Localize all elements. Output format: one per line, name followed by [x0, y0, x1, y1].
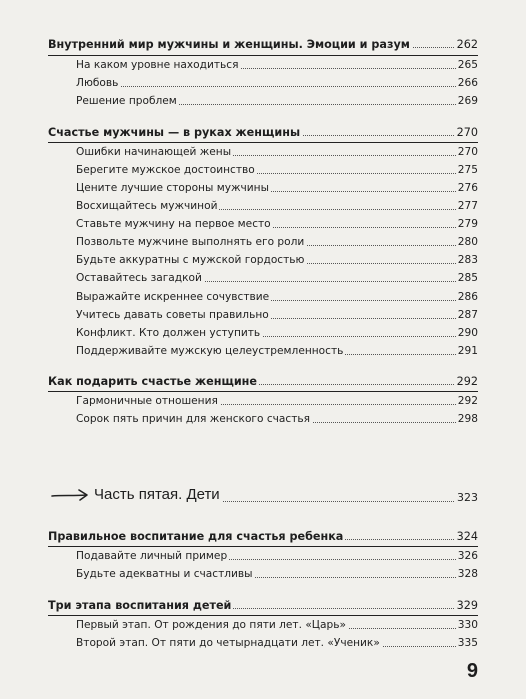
toc-entry — [0, 548, 526, 565]
part-heading — [50, 483, 478, 507]
toc-entry — [0, 93, 526, 110]
page-number: 292 — [456, 375, 478, 388]
toc-section-heading — [0, 36, 526, 53]
page-number: 326 — [456, 548, 478, 565]
entry-title: Поддерживайте мужскую целеустремленность — [76, 343, 345, 360]
toc-entry — [0, 252, 526, 269]
page-folio: 9 — [466, 660, 478, 682]
page-number: 285 — [456, 270, 478, 287]
section-underline — [48, 391, 478, 392]
page-number: 298 — [456, 411, 478, 428]
page-number: 277 — [456, 198, 478, 215]
toc-entry — [0, 162, 526, 179]
page-number: 287 — [456, 307, 478, 324]
entry-title: Цените лучшие стороны мужчины — [76, 180, 271, 197]
page-number: 270 — [456, 144, 478, 161]
page-number: 330 — [456, 617, 478, 634]
toc-entry — [0, 75, 526, 92]
entry-title: Решение проблем — [76, 93, 179, 110]
entry-title: Будьте адекватны и счастливы — [76, 566, 255, 583]
toc-entry — [0, 180, 526, 197]
page-number: 328 — [456, 566, 478, 583]
entry-title: Конфликт. Кто должен уступить — [76, 325, 262, 342]
page-number: 286 — [456, 289, 478, 306]
entry-title: Любовь — [76, 75, 120, 92]
entry-title: На каком уровне находиться — [76, 57, 240, 74]
page-number: 276 — [456, 180, 478, 197]
toc-section-heading — [0, 124, 526, 141]
page-number: 283 — [456, 252, 478, 269]
entry-title: Подавайте личный пример — [76, 548, 229, 565]
toc-entry — [0, 325, 526, 342]
entry-title: Выражайте искреннее сочувствие — [76, 289, 271, 306]
entry-title: Оставайтесь загадкой — [76, 270, 204, 287]
entry-title: Второй этап. От пяти до четырнадцати лет. «Ученик» — [76, 635, 382, 652]
page-number: 329 — [456, 599, 478, 612]
page-number: 269 — [456, 93, 478, 110]
section-title: Правильное воспитание для счастья ребенка — [48, 530, 344, 543]
section-title: Счастье мужчины — в руках женщины — [48, 126, 301, 139]
page-number: 262 — [456, 38, 478, 51]
arrow-right-icon — [50, 487, 90, 503]
toc-entry — [0, 216, 526, 233]
section-underline — [48, 546, 478, 547]
page-number: 335 — [456, 635, 478, 652]
page-number: 280 — [456, 234, 478, 251]
toc-section-heading — [0, 373, 526, 390]
page-number: 266 — [456, 75, 478, 92]
toc-entry — [0, 270, 526, 287]
page-number: 275 — [456, 162, 478, 179]
entry-title: Первый этап. От рождения до пяти лет. «Царь» — [76, 617, 348, 634]
page-number: 323 — [457, 491, 478, 504]
toc-entry — [0, 234, 526, 251]
entry-title: Гармоничные отношения — [76, 393, 220, 410]
toc-entry — [0, 343, 526, 360]
toc-entry — [0, 198, 526, 215]
page-number: 290 — [456, 325, 478, 342]
toc-entry — [0, 635, 526, 652]
page-number: 270 — [456, 126, 478, 139]
page-number: 324 — [456, 530, 478, 543]
toc-entry — [0, 411, 526, 428]
section-title: Три этапа воспитания детей — [48, 599, 232, 612]
entry-title: Ошибки начинающей жены — [76, 144, 233, 161]
leader-dots — [76, 86, 476, 87]
entry-title: Берегите мужское достоинство — [76, 162, 257, 179]
entry-title: Позвольте мужчине выполнять его роли — [76, 234, 306, 251]
entry-title: Учитесь давать советы правильно — [76, 307, 271, 324]
entry-title: Будьте аккуратны с мужской гордостью — [76, 252, 306, 269]
toc-entry — [0, 617, 526, 634]
toc-section-heading — [0, 597, 526, 614]
section-title: Внутренний мир мужчины и женщины. Эмоции и разум — [48, 38, 410, 51]
section-underline — [48, 55, 478, 56]
toc-entry — [0, 144, 526, 161]
toc-entry — [0, 307, 526, 324]
toc-entry — [0, 57, 526, 74]
toc-entry — [0, 566, 526, 583]
toc-entry — [0, 289, 526, 306]
toc-section-heading — [0, 528, 526, 545]
section-underline — [48, 615, 478, 616]
entry-title: Восхищайтесь мужчиной — [76, 198, 219, 215]
entry-title: Ставьте мужчину на первое место — [76, 216, 273, 233]
page-number: 292 — [456, 393, 478, 410]
section-title: Как подарить счастье женщине — [48, 375, 257, 388]
section-underline — [48, 142, 478, 143]
page-number: 291 — [456, 343, 478, 360]
page-number: 279 — [456, 216, 478, 233]
toc-entry — [0, 393, 526, 410]
part-title: Часть пятая. Дети — [94, 483, 223, 507]
entry-title: Сорок пять причин для женского счастья — [76, 411, 312, 428]
page-number: 265 — [456, 57, 478, 74]
